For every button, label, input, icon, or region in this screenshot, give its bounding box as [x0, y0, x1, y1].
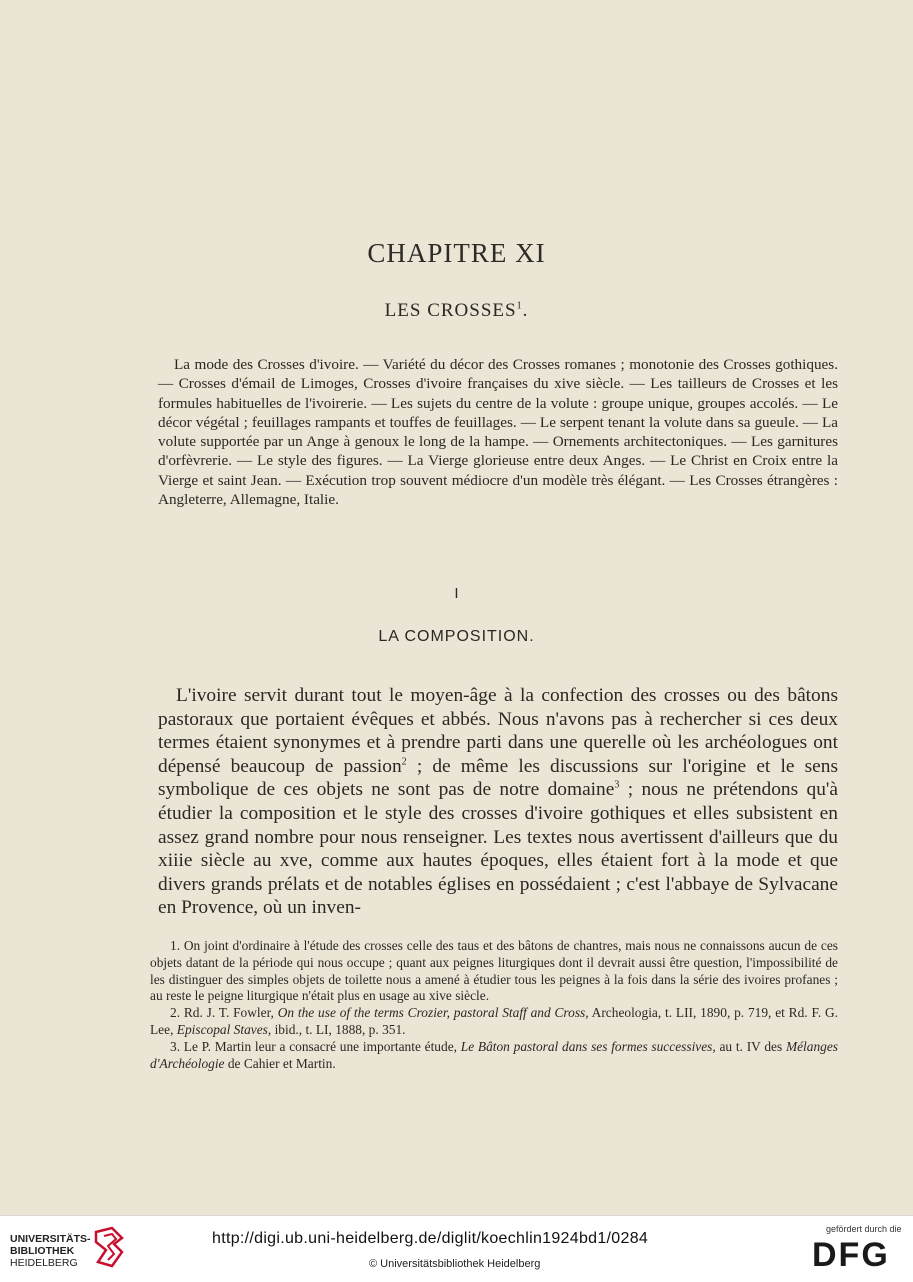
- dfg-logo[interactable]: DFG: [812, 1236, 890, 1274]
- footnote-2-a: 2. Rd. J. T. Fowler,: [170, 1005, 278, 1021]
- chapter-subtitle-note: 1: [516, 300, 523, 312]
- logo-line-3: HEIDELBERG: [10, 1257, 78, 1269]
- chapter-subtitle: [0, 300, 913, 322]
- footnote-ref-2: 2: [401, 756, 407, 768]
- chapter-summary: La mode des Crosses d'ivoire. — Variété du décor des Crosses romanes ; monotonie des Crosses gothiques. — Crosses d'émail de Limoges, Crosses d'ivoire françaises du xive siècle. — Les tailleurs de Crosses et les formules habituelles de l'ivoirerie. — Les sujets du centre de la volute : groupe unique, groupes accolés. — Le décor végétal ; feuillages rampants et touffes de feuillages. — Le serpent tenant la volute dans sa gueule. — La volute supportée par un Ange à genoux le long de la hampe. — Ornements architectoniques. — Les garnitures d'orfèvrerie. — Le style des figures. — La Vierge glorieuse entre deux Anges. — Le Christ en Croix entre la Vierge et saint Jean. — Exécution trop souvent médiocre d'un modèle très élégant. — Les Crosses étrangères : Angleterre, Allemagne, Italie.: [158, 356, 838, 509]
- funded-by-text: gefördert durch die: [826, 1224, 902, 1234]
- library-footer: [0, 1215, 913, 1282]
- footnote-3-b: au t. IV des: [715, 1038, 786, 1054]
- footnote-3-c: de Cahier et Martin.: [224, 1055, 336, 1071]
- footnote-3-title-1: Le Bâton pastoral dans ses formes successives,: [460, 1038, 716, 1054]
- library-logo-text[interactable]: [10, 1233, 91, 1269]
- chapter-title: CHAPITRE XI: [367, 238, 546, 268]
- body-part-2: ; de même les discussions sur l'origine et le sens symbolique de ces objets ne sont pas de notre domaine: [158, 755, 838, 801]
- body-part-1: L'ivoire servit durant tout le moyen-âge à la confection des crosses ou des bâtons pastoraux que portaient évêques et abbés. Nous n'avons pas à rechercher si ces deux termes étaient synonymes et à prendre parti dans une querelle où les archéologues ont dépensé beaucoup de passion: [158, 685, 838, 777]
- body-part-3: ; nous ne prétendons qu'à étudier la composition et le style des crosses d'ivoire gothiques et elles subsistent en assez grand nombre pour nous renseigner. Les textes nous avertissent d'ailleurs que du xiiie siècle au xve, comme aux hautes époques, elles étaient fort à la mode et que divers grands prélats et de notables églises en possédaient ; c'est l'abbaye de Sylvacane en Provence, où un inven-: [158, 779, 838, 919]
- footnote-ref-3: 3: [614, 779, 620, 791]
- logo-line-2: BIBLIOTHEK: [10, 1245, 75, 1257]
- footnote-3-a: 3. Le P. Martin leur a consacré une importante étude,: [170, 1038, 461, 1054]
- section-number: I: [454, 585, 459, 602]
- footnotes: [150, 938, 838, 1072]
- footnote-3-title-2: Mélanges d'Archéologie: [150, 1038, 839, 1071]
- chapter-subtitle-text: LES CROSSES: [384, 300, 517, 321]
- footnote-2-title-1: On the use of the terms Crozier, pastoral Staff and Cross,: [277, 1005, 589, 1021]
- section-title: LA COMPOSITION.: [378, 628, 535, 645]
- footnote-2-title-2: Episcopal Staves,: [176, 1021, 272, 1037]
- library-logo-icon[interactable]: [92, 1226, 126, 1270]
- copyright-text: © Universitätsbibliothek Heidelberg: [369, 1258, 541, 1270]
- footnote-1: 1. On joint d'ordinaire à l'étude des crosses celle des taus et des bâtons de chantres, mais nous ne connaissons aucun de ces objets datant de la période qui nous occupe ; quant aux peignes liturgiques dont il devrait aussi être question, l'impossibilité de les distinguer des simples objets de toilette nous a amené à étudier tous les peignes à la fois dans la série des ivoires profanes ; au reste le peigne liturgique n'était plus en usage au xive siècle.: [150, 938, 838, 1004]
- chapter-subtitle-suffix: .: [522, 300, 529, 321]
- logo-line-1: UNIVERSITÄTS-: [10, 1233, 91, 1245]
- body-paragraph: [158, 684, 838, 920]
- footnote-3: [150, 1039, 838, 1073]
- footnote-2-c: ibid., t. LI, 1888, p. 351.: [271, 1021, 406, 1037]
- permalink-url[interactable]: http://digi.ub.uni-heidelberg.de/diglit/koechlin1924bd1/0284: [212, 1230, 649, 1247]
- footnote-2: [150, 1005, 838, 1039]
- footnote-2-b: Archeologia, t. LII, 1890, p. 719, et Rd. F. G. Lee,: [150, 1005, 839, 1037]
